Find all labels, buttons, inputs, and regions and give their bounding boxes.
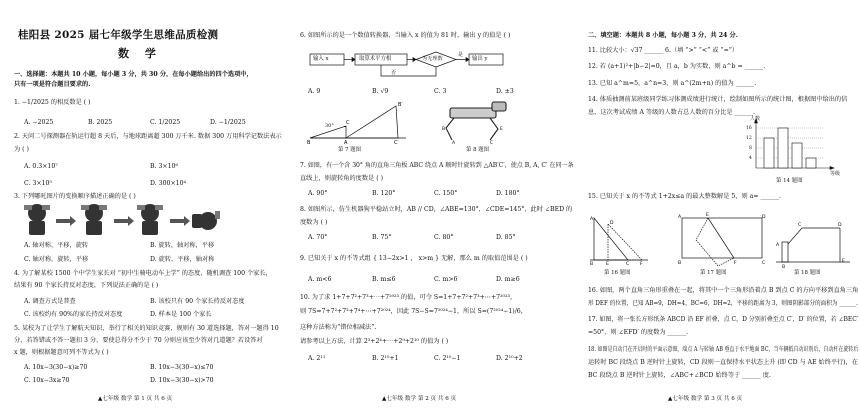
fig16-caption: 第 16 题图: [604, 270, 631, 276]
q3-stem: 3. 下列哪吒图片的变换顺序描述正确的是 ( ): [14, 193, 136, 200]
q15-text: 15. 已知关于 x 的不等式 1+2x≤a 的最大整数解是 5，则 a= ______.: [588, 193, 782, 200]
q18-line-1: 18. 如图是自动门在开启时的平面示意图，端点 A 与转轴 AB 垂直于水平地面 BC，当车辆抵自动识别后，自动杆在旋转后: [588, 346, 859, 353]
q10-option-c: C. 2¹⁰−1: [434, 355, 461, 362]
nezha-figure-2: [81, 204, 107, 235]
fig18-caption: 第 18 题图: [794, 270, 821, 276]
q10-option-b: B. 2¹⁰+1: [372, 355, 399, 362]
flow-yes-label: 是: [458, 52, 464, 58]
q2-option-d: D. 300×10⁴: [150, 180, 187, 187]
fig8-caption: 第 8 题图: [466, 147, 490, 153]
q3-option-c: C. 轴对称，旋转，平移: [24, 256, 89, 263]
q10-line-3: 这种方法称为“错位相减法”.: [300, 324, 377, 331]
q4-option-d: D. 样本是 100 个家长: [150, 311, 212, 318]
exam-subject: 数 学: [118, 47, 162, 60]
q16-line-2: 形 DEF 的位置，已知 AB=9，DH=4，BC=6，DH=2，平移的距离为 3，则图阴影部分的面积为 ______.: [588, 300, 858, 307]
svg-text:A: A: [776, 243, 780, 248]
flow-op-label: 取算术平方根: [359, 56, 392, 62]
section-1-heading-2: 只有一项是符合题目要求的.: [14, 81, 91, 88]
svg-text:C: C: [626, 262, 630, 266]
q17-line-2: =50°，则 ∠EFD′ 的度数为 ______.: [588, 329, 689, 336]
section-1-heading: 一、选择题：本题共 10 小题，每小题 3 分，共 30 分，在每小题给出的四个选项中，: [14, 71, 253, 78]
arrow-2: [114, 216, 134, 226]
svg-text:E: E: [500, 127, 503, 132]
page-1-footer: ▲七年级 数学 第 1 页 共 6 页: [98, 396, 173, 402]
fig16-diagram: [588, 214, 674, 266]
q8-stem-2: 度数为 ( ): [300, 219, 328, 226]
nezha-figure-1: [24, 204, 50, 235]
q2-stem: 2. 天问二号探测器在轨运行超 8 天后，与地球距离超 300 万千米. 数据 300 万用科学记数法表示: [14, 133, 282, 140]
svg-text:E: E: [706, 213, 709, 218]
svg-text:A: A: [344, 140, 348, 145]
q5-stem: 5. 某校为了让学生了解航天知识，举行了相关的知识竞赛，规则有 30 道选择题，答对一题得 10: [14, 325, 279, 332]
fig7-diagram: [306, 100, 416, 145]
q7-option-b: B. 120°: [372, 190, 396, 197]
q2-option-c: C. 3×10⁵: [24, 180, 52, 187]
q9-option-a: A. m<6: [308, 276, 332, 283]
q18-line-3: BC 段绕点 B 逆时针上旋转，∠ABC+∠BCD 始终等于 ______ 度.: [588, 372, 771, 379]
q2-option-b: B. 3×10⁶: [150, 163, 178, 170]
flow-input-label: 输入 x: [313, 56, 329, 62]
q17-line-1: 17. 如图，将一张长方形纸条 ABCD 沿 EF 折叠，点 C，D 分别折叠至点 C′，D′ 的位置，若 ∠BEC′: [588, 316, 859, 323]
q8-option-d: D. 85°: [496, 234, 516, 241]
fig14-ytick-16: 16: [746, 126, 752, 131]
q4-stem: 4. 为了解某校 1500 个中学生家长对 “初中生骑电动车上学” 的态度，随机调查 100 个家长，: [14, 270, 272, 277]
q14-line-1: 14. 体质抽测前某班级同学练习体测成绩进行统计，绘制如图所示的统计图，根据图中给出的信: [588, 96, 848, 103]
svg-text:C: C: [762, 261, 766, 266]
q5-stem-2: 分，若答错或不答一题扣 3 分，要使总得分不少于 70 分则应该至少答对几道题？若设答对: [14, 337, 263, 344]
q9-option-d: D. m≥6: [496, 276, 520, 283]
bar-c: [792, 143, 802, 168]
svg-text:A: A: [590, 217, 594, 222]
q9-stem: 9. 已知关于 x 的不等式组 { 13−2x>1 ， x>m } 无解，那么 m 的取值范围是 ( ): [300, 255, 528, 262]
nezha-figure-4: [192, 211, 220, 230]
q6-option-d: D. ±3: [496, 88, 514, 95]
q3-option-b: B. 旋转，轴对称，平移: [150, 242, 215, 249]
svg-text:B: B: [307, 140, 311, 145]
page-3: [580, 0, 860, 417]
fig17-caption: 第 17 题图: [700, 270, 727, 276]
q10-line-1: 10. 为了求 1+7+7²+7³+⋯+7²⁰²³ 的值，可令 S=1+7+7²+7³+⋯+7²⁰²³，: [300, 294, 517, 301]
fig14-x-label: 等级: [830, 171, 841, 177]
q7-stem: 7. 如图，有一个含 30° 角的直角三角板 ABC 绕点 A 顺时针旋转到 △AB′C′，使点 B, A, C′ 在同一条: [300, 162, 574, 169]
q5-option-a: A. 10x−3(30−x)≥70: [24, 364, 88, 371]
q11-text: 11. 比较大小：√37 ______ 6.（填 “>” “<” 或 “=”）: [588, 47, 739, 54]
q9-option-b: B. m≤6: [372, 276, 396, 283]
q1-option-c: C. 1/2025: [150, 119, 181, 126]
svg-text:B: B: [678, 261, 682, 266]
fig14-ytick-12: 12: [746, 136, 752, 141]
flow-output-label: 输出 y: [472, 56, 488, 62]
arrow-3: [170, 216, 190, 226]
q4-option-b: B. 该校只有 90 个家长持反对态度: [150, 298, 245, 305]
q3-option-d: D. 旋转，平移，轴对称: [150, 256, 215, 263]
q2-stem-2: 为 ( ): [14, 146, 29, 153]
nezha-figure-3: [137, 204, 163, 235]
fig7-angle-label: 30°: [325, 123, 334, 129]
svg-text:B: B: [590, 262, 594, 266]
q6-flowchart: [308, 44, 508, 82]
arrow-1: [56, 216, 76, 226]
fig18-diagram: [774, 214, 854, 268]
svg-text:E: E: [606, 262, 609, 266]
q12-text: 12. 若 (a+1)²+|b−2|=0，且 a，b 为实数，则 a^b = ______.: [588, 63, 766, 70]
svg-text:A: A: [452, 141, 456, 146]
q1-option-a: A. −2025: [24, 119, 54, 126]
q4-stem-2: 结果有 90 个家长持反对态度，下列说法正确的是 ( ): [14, 282, 159, 289]
q13-text: 13. 已知 a^m=5，a^n=3，则 a^(2m+n) 的值为 ______.: [588, 80, 757, 87]
q6-option-a: A. 9: [308, 88, 321, 95]
q3-figure: [22, 201, 222, 239]
q18-line-2: 运转时 BC 段绕点 B 逆时针上旋转，CD 段则一直保持水平状态上升 (即 CD 与 AE 始终平行)，在: [588, 359, 858, 366]
q8-option-b: B. 75°: [372, 234, 392, 241]
q8-option-c: C. 80°: [434, 234, 454, 241]
svg-text:B′: B′: [398, 102, 403, 108]
page-2: [290, 0, 576, 417]
svg-text:D: D: [610, 221, 614, 226]
q10-line-4: 请参考以上方法，计算 2³+2⁴+⋯+2⁹+2¹⁰ 的值为 ( ): [300, 338, 449, 345]
fig14-bar-chart: [746, 118, 840, 178]
q3-option-a: A. 轴对称，平移，旋转: [24, 242, 89, 249]
svg-text:B: B: [782, 265, 786, 268]
q5-option-b: B. 10x−3(30−x)≤70: [150, 364, 214, 371]
svg-text:B: B: [442, 127, 446, 132]
q2-option-a: A. 0.3×10⁷: [24, 163, 58, 170]
q10-line-2: 则 7S=7+7²+7³+7⁴+⋯+7²⁰²⁴，因此 7S−S=7²⁰²⁴−1，所以 S=(7²⁰²⁴−1)/6，: [300, 308, 527, 315]
bar-d: [806, 158, 816, 168]
q1-option-b: B. 2025: [88, 119, 113, 126]
q4-option-a: A. 调查方式是普查: [24, 298, 76, 305]
fig8-robot-dog: [430, 98, 520, 146]
q7-stem-2: 直线上，则旋转角的度数是 ( ): [300, 175, 384, 182]
q7-option-d: D. 180°: [496, 190, 520, 197]
svg-text:C′: C′: [394, 140, 399, 145]
page-1: [0, 0, 288, 417]
q8-stem: 8. 如图所示，仿生机器狗平稳站立时，AB // CD，∠ABE=130°，∠CDE=145°，此时 ∠BED 的: [300, 206, 573, 213]
svg-text:F: F: [734, 261, 737, 266]
svg-text:D: D: [838, 223, 842, 228]
q8-option-a: A. 70°: [308, 234, 328, 241]
exam-title: 桂阳县 2025 届七年级学生思维品质检测: [18, 29, 219, 41]
q5-option-c: C. 10x−3x≥70: [24, 377, 70, 384]
bar-a: [764, 138, 774, 168]
q10-option-d: D. 2¹⁰+2: [496, 355, 523, 362]
triangle-ab-c: [346, 106, 398, 138]
q6-option-c: C. 3: [434, 88, 447, 95]
svg-text:F: F: [640, 262, 643, 266]
q10-option-a: A. 2¹¹: [308, 355, 326, 362]
svg-text:C: C: [490, 141, 494, 146]
q5-option-d: D. 10x−3(30−x)>70: [150, 377, 214, 384]
q6-stem: 6. 如图所示的是一个数值转换器，当输入 x 的值为 81 时，输出 y 的值是 ( ): [300, 32, 511, 39]
q5-stem-3: x 题，则根据题意可列不等式为 ( ): [14, 349, 109, 356]
svg-text:E: E: [842, 259, 845, 264]
page-3-footer: ▲七年级 数学 第 3 页 共 6 页: [668, 396, 743, 402]
fig14-ytick-8: 8: [749, 146, 752, 151]
svg-text:D: D: [762, 215, 766, 220]
q4-option-c: C. 该校约有 90%的家长持反对态度: [24, 311, 123, 318]
q7-option-c: C. 150°: [434, 190, 458, 197]
fig17-diagram: [678, 210, 768, 268]
q9-option-c: C. m>6: [434, 276, 458, 283]
page-2-footer: ▲七年级 数学 第 2 页 共 6 页: [382, 396, 457, 402]
q6-option-b: B. √9: [372, 88, 389, 95]
q7-option-a: A. 90°: [308, 190, 328, 197]
fig7-caption: 第 7 题图: [338, 147, 362, 153]
q16-line-1: 16. 如图，两个直角三角形重叠在一起，将其中一个三角形沿着点 B 到点 C 的方向平移到直角三角: [588, 287, 859, 294]
q1-option-d: D. −1/2025: [210, 119, 246, 126]
section-2-heading: 二、填空题：本题共 8 小题，每小题 3 分，共 24 分.: [588, 32, 738, 39]
q14-line-2: 息，这次考试成绩 A 等级的人数占总人数的百分比是 ______.: [588, 109, 756, 116]
bar-b: [778, 128, 788, 168]
fig14-y-label: 人数: [750, 116, 761, 122]
flow-check-label: 为无理数: [422, 56, 443, 62]
svg-text:C: C: [346, 120, 350, 126]
fig14-ytick-4: 4: [749, 156, 752, 161]
q1-stem: 1. −1/2025 的相反数是 ( ): [14, 99, 91, 106]
svg-text:A: A: [678, 215, 682, 220]
flow-no-label: 否: [391, 70, 397, 76]
svg-text:C: C: [798, 223, 802, 228]
fig14-caption: 第 14 题图: [776, 178, 803, 184]
